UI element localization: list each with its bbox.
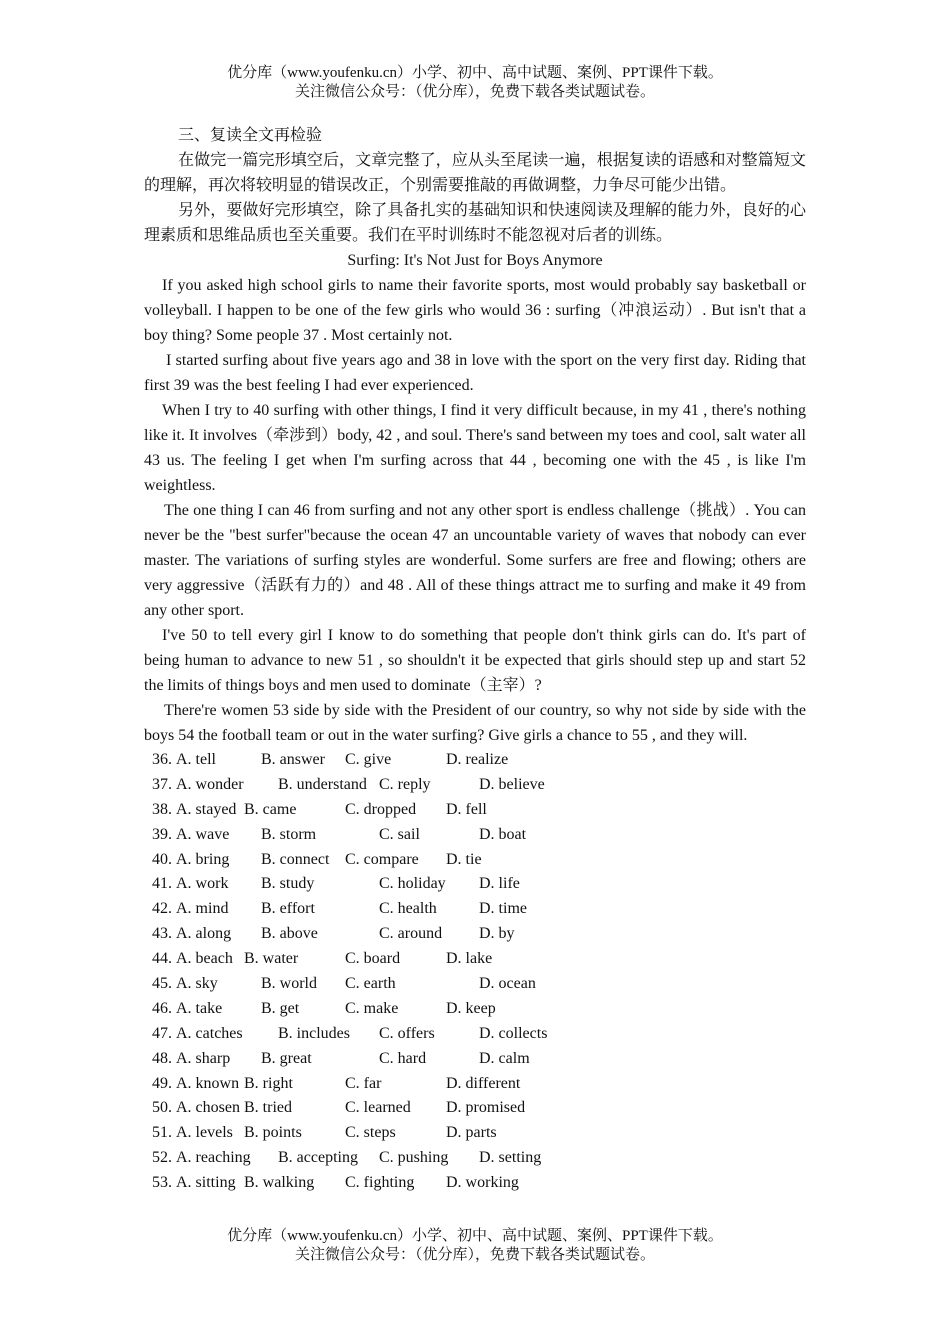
option-c: C. earth [345,975,396,993]
option-row [144,798,806,823]
question-number: 40. [152,850,172,868]
option-d: D. different [446,1074,521,1092]
option-b: B. great [261,1049,312,1067]
question-number: 45. [152,975,172,993]
option-c: C. far [345,1074,382,1092]
page-header [0,64,950,102]
option-c: C. dropped [345,800,417,818]
option-row [144,773,806,798]
option-b: B. answer [261,751,325,768]
intro-paragraph-1: 在做完一篇完形填空后，文章完整了，应从头至尾读一遍，根据复读的语感和对整篇短文的理解，再次将较明显的错误改正，个别需要推敲的再做调整，力争尽可能少出错。 [144,152,806,194]
option-a: A. bring [176,850,230,868]
option-d: D. ocean [479,975,536,993]
passage-paragraph: I've 50 to tell every girl I know to do something that people don't think girls can do. It's part of being human to advance to new 51 , so shouldn't it be expected that girls should step up and start 52 the limits of things boys and men used to dominate（主宰）? [144,627,806,694]
option-b: B. storm [261,825,317,843]
header-line-2: 关注微信公众号：（优分库），免费下载各类试题试卷。 [294,84,655,100]
option-c: C. offers [379,1024,435,1042]
section-heading: 三、复读全文再检验 [178,127,323,144]
option-b: B. understand [278,775,367,793]
option-row [144,1121,806,1146]
option-d: D. fell [446,800,487,818]
question-number: 48. [152,1049,172,1067]
question-number: 50. [152,1099,172,1117]
question-number: 51. [152,1124,172,1142]
question-number: 43. [152,925,172,943]
option-d: D. realize [446,751,509,768]
question-number: 52. [152,1149,172,1167]
passage-paragraph: I started surfing about five years ago and 38 in love with the sport on the very first day. Riding that first 39 was the best feeling I had ever experienced. [144,352,806,394]
option-d: D. tie [446,850,482,868]
page-content [144,123,806,1196]
option-b: B. world [261,975,317,993]
option-row [144,972,806,997]
option-d: D. working [446,1174,519,1192]
option-b: B. water [244,950,299,968]
option-c: C. reply [379,775,431,793]
option-d: D. collects [479,1024,548,1042]
option-row [144,1146,806,1171]
option-b: B. tried [244,1099,292,1117]
option-d: D. promised [446,1099,526,1117]
option-row [144,848,806,873]
option-b: B. includes [278,1024,350,1042]
option-row [144,748,806,773]
option-c: C. make [345,999,399,1017]
option-b: B. walking [244,1174,315,1192]
footer-line-2: 关注微信公众号：（优分库），免费下载各类试题试卷。 [294,1247,655,1263]
header-line-1: 优分库（www.youfenku.cn）小学、初中、高中试题、案例、PPT课件下载。 [227,65,723,81]
option-row [144,1096,806,1121]
option-b: B. above [261,925,318,943]
option-c: C. holiday [379,875,446,893]
question-number: 39. [152,825,172,843]
passage-paragraph: The one thing I can 46 from surfing and not any other sport is endless challenge（挑战）. You can never be the "best surfer"because the ocean 47 an uncountable variety of waves that nobody can ever master. The variations of surfing styles are wonderful. Some surfers are free and flowing; others are very aggressive（活跃有力的）and 48 . All of these things attract me to surfing and make it 49 from any other sport. [144,502,806,619]
option-row [144,823,806,848]
option-d: D. time [479,900,527,918]
option-a: A. levels [176,1124,233,1142]
option-d: D. lake [446,950,493,968]
question-number: 49. [152,1074,172,1092]
option-b: B. came [244,800,297,818]
option-d: D. keep [446,999,496,1017]
option-row [144,872,806,897]
question-number: 37. [152,775,172,793]
option-a: A. wave [176,825,230,843]
question-number: 47. [152,1024,172,1042]
option-d: D. life [479,875,520,893]
option-a: A. chosen [176,1099,240,1117]
option-a: A. take [176,999,223,1017]
option-c: C. around [379,925,443,943]
option-row [144,1047,806,1072]
option-c: C. sail [379,825,420,843]
option-a: A. sky [176,975,218,993]
option-b: B. study [261,875,315,893]
option-a: A. beach [176,950,233,968]
option-c: C. give [345,751,392,768]
option-row [144,947,806,972]
option-a: A. work [176,875,229,893]
option-c: C. fighting [345,1174,415,1192]
option-a: A. along [176,925,232,943]
option-b: B. accepting [278,1149,358,1167]
option-a: A. tell [176,751,216,768]
option-c: C. board [345,950,401,968]
option-c: C. pushing [379,1149,449,1167]
option-b: B. points [244,1124,302,1142]
option-row [144,1022,806,1047]
passage-paragraph: If you asked high school girls to name their favorite sports, most would probably say basketball or volleyball. I happen to be one of the few girls who would 36 : surfing（冲浪运动）. But isn't that a boy thing? Some people 37 . Most certainly not. [144,277,806,344]
question-number: 41. [152,875,172,893]
option-c: C. compare [345,850,419,868]
question-number: 53. [152,1174,172,1192]
option-row [144,1171,806,1196]
option-a: A. reaching [176,1149,251,1167]
option-d: D. setting [479,1149,542,1167]
question-number: 36. [152,751,172,768]
option-a: A. sharp [176,1049,231,1067]
footer-line-1: 优分库（www.youfenku.cn）小学、初中、高中试题、案例、PPT课件下载。 [227,1228,723,1244]
option-b: B. effort [261,900,315,918]
option-a: A. catches [176,1024,243,1042]
option-a: A. stayed [176,800,237,818]
options-list [144,748,806,1196]
option-a: A. known [176,1074,240,1092]
option-b: B. get [261,999,300,1017]
option-row [144,897,806,922]
option-b: B. right [244,1074,293,1092]
option-d: D. boat [479,825,527,843]
option-c: C. health [379,900,437,918]
page-footer [0,1227,950,1265]
option-row [144,997,806,1022]
passage-paragraph: When I try to 40 surfing with other things, I find it very difficult because, in my 41 , there's nothing like it. It involves（牵涉到）body, 42 , and soul. There's sand between my toes and cool, salt water all 43 us. The feeling I get when I'm surfing across that 44 , becoming one with the 45 , is like I'm weightless. [144,402,806,494]
option-row [144,922,806,947]
passage-title: Surfing: It's Not Just for Boys Anymore [347,252,603,269]
option-a: A. wonder [176,775,244,793]
option-b: B. connect [261,850,330,868]
option-a: A. sitting [176,1174,236,1192]
intro-paragraph-2: 另外，要做好完形填空，除了具备扎实的基础知识和快速阅读及理解的能力外，良好的心理素质和思维品质也至关重要。我们在平时训练时不能忽视对后者的训练。 [144,202,806,244]
option-c: C. steps [345,1124,396,1142]
option-d: D. by [479,925,515,943]
option-a: A. mind [176,900,229,918]
question-number: 44. [152,950,172,968]
option-d: D. calm [479,1049,530,1067]
option-d: D. believe [479,775,545,793]
question-number: 38. [152,800,172,818]
question-number: 42. [152,900,172,918]
option-c: C. learned [345,1099,411,1117]
option-d: D. parts [446,1124,497,1142]
question-number: 46. [152,999,172,1017]
option-c: C. hard [379,1049,427,1067]
option-row [144,1072,806,1097]
passage-paragraph: There're women 53 side by side with the President of our country, so why not side by side with the boys 54 the football team or out in the water surfing? Give girls a chance to 55 , and they will. [144,702,806,744]
